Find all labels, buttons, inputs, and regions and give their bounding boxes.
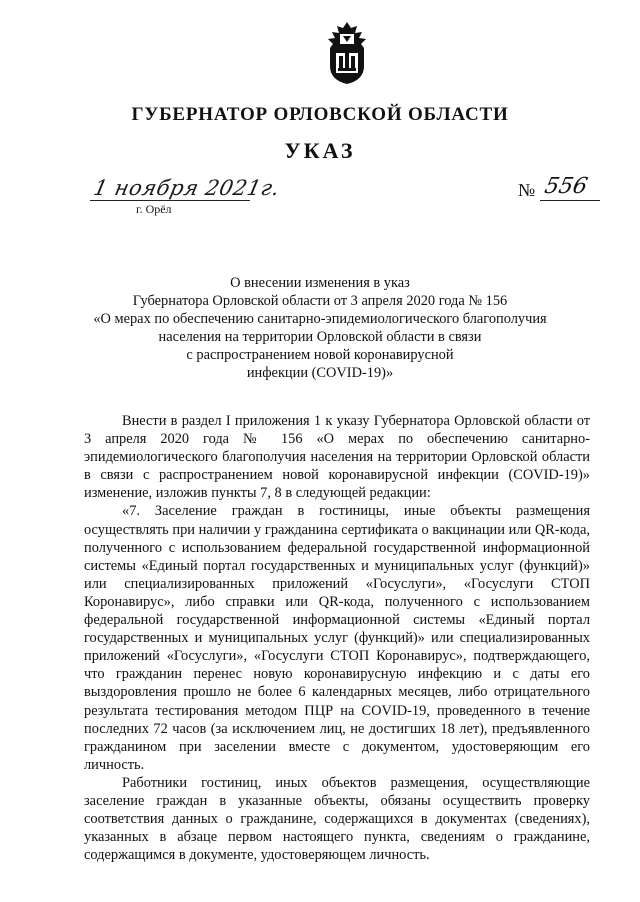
document-body [84,412,590,864]
title-line: «О мерах по обеспечению санитарно-эпидемиологического благополучия [93,311,547,327]
issuing-authority: ГУБЕРНАТОР ОРЛОВСКОЙ ОБЛАСТИ [131,104,509,125]
date-underline [90,200,250,201]
title-line: Губернатора Орловской области от 3 апреля 2020 года № 156 [132,293,508,309]
document-number: 556 [542,174,590,199]
document-date: 1 ноября 2021г. [91,176,283,200]
body-paragraph: «7. Заселение граждан в гостиницы, иные объекты размещения осуществлять при наличии у гражданина сертификата о вакцинации или QR-кода, полученного с использованием федеральной государственной информационной системы «Единый портал государственных и муниципальных услуг (функций)» или специализированных приложений «Госуслуги», «Госуслуги СТОП Коронавирус», либо справки или QR-кода, полученного с использованием федеральной государственной информационной системы «Единый портал государственных и муниципальных услуг (функций)» или специализированных приложений «Госуслуги», «Госуслуги СТОП Коронавирус», подтверждающего, что гражданин перенес новую коронавирусную инфекцию и с даты его выздоровления прошло не более 6 календарных месяцев, либо отрицательного результата тестирования методом ПЦР на COVID-19, проведенного в течение последних 72 часов (за исключением лиц, не достигших 18 лет), предъявленного гражданином при заселении вместе с документом, удостоверяющим его личность. [84,503,590,773]
title-line: населения на территории Орловской области в связи [158,329,482,345]
title-line: инфекции (COVID-19)» [246,365,394,381]
body-paragraph: Работники гостиниц, иных объектов размещения, осуществляющие заселение граждан в указанные объекты, обязаны осуществить проверку соответствия данных о гражданине, содержащихся в документах (сведениях), указанных в абзаце первом настоящего пункта, сведениям о гражданине, содержащимся в документе, удостоверяющем личность. [84,774,590,864]
document-city: г. Орёл [136,202,172,216]
document-type: УКАЗ [284,138,356,163]
number-underline [540,200,600,201]
document-title [60,274,580,382]
number-label: № [518,180,536,200]
title-line: с распространением новой коронавирусной [186,347,454,363]
title-line: О внесении изменения в указ [230,275,410,291]
body-paragraph: Внести в раздел I приложения 1 к указу Губернатора Орловской области от 3 апреля 2020 года № 156 «О мерах по обеспечению санитарно-эпидемиологического благополучия населения на территории Орловской области в связи с распространением новой коронавирусной инфекции (COVID-19)» изменение, изложив пункты 7, 8 в следующей редакции: [84,413,590,502]
coat-of-arms-icon [322,20,372,86]
